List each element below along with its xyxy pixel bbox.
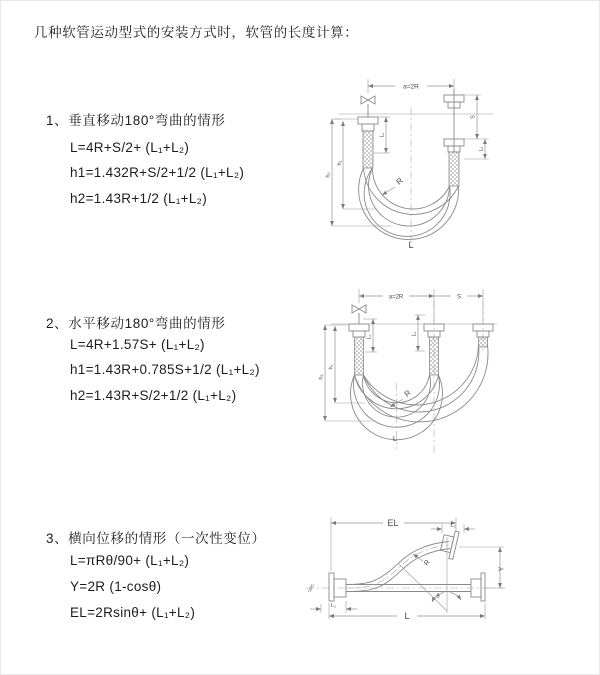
d2-left-fitting <box>349 324 369 375</box>
section-3-formula-L: L=πRθ/90+ (L₁+L₂) <box>70 553 190 568</box>
d3-dim-l <box>329 603 485 621</box>
d3-left-flange <box>329 573 346 601</box>
d3-label-l2: L₂ <box>450 523 456 529</box>
d2-label-h1: h₁ <box>328 364 335 370</box>
d3-label-theta: θ <box>436 594 440 600</box>
diagram-horizontal-180-bend <box>311 281 591 471</box>
d3-label-el: EL <box>387 518 399 528</box>
section-2-heading: 2、水平移动180°弯曲的情形 <box>46 316 226 331</box>
d3-dim-y <box>459 547 506 588</box>
d2-dim-l2 <box>412 315 426 351</box>
d3-label-y: Y <box>498 566 506 572</box>
d2-label-l2: L₂ <box>411 331 418 337</box>
d2-label-r: R <box>402 388 413 399</box>
d2-dim-s <box>434 289 483 322</box>
d2-dim-a2r <box>359 289 434 322</box>
section-3-formula-EL: EL=2Rsinθ+ (L₁+L₂) <box>70 605 196 620</box>
d2-label-s: S <box>456 294 462 301</box>
d1-dim-a2r <box>368 79 454 93</box>
d2-label-h2: h₂ <box>318 374 325 380</box>
section-3-formula-Y: Y=2R (1-cosθ) <box>70 579 162 594</box>
diagram-lateral-displacement <box>301 501 591 675</box>
d3-dim-el <box>331 517 456 571</box>
d3-label-l: L <box>404 611 410 621</box>
d1-label-s: S <box>470 115 477 119</box>
d3-displaced-flange <box>439 529 459 559</box>
d1-label-l2: L₂ <box>478 146 485 152</box>
d1-hose-arcs <box>359 168 459 240</box>
d2-hose-arcs <box>351 345 489 440</box>
d2-middle-fitting <box>424 301 444 453</box>
d1-right-fitting <box>444 89 464 186</box>
section-2-formula-h1: h1=1.43R+0.785S+1/2 (L₁+L₂) <box>70 362 260 377</box>
d3-label-l1: L₁ <box>331 603 336 609</box>
section-1-formula-h2: h2=1.43R+1/2 (L₁+L₂) <box>70 191 208 206</box>
d2-label-l: L <box>392 434 398 443</box>
d2-valve-icon <box>352 305 366 324</box>
d1-dim-s <box>464 95 489 139</box>
d1-label-a2r: a=2R <box>403 83 419 91</box>
diagram-vertical-180-bend <box>311 71 591 261</box>
d1-dim-l1 <box>374 117 390 153</box>
d3-label-r: R <box>423 558 432 568</box>
section-2-formula-L: L=4R+1.57S+ (L₁+L₂) <box>70 337 205 352</box>
d3-hose-curve <box>346 542 450 592</box>
d1-dim-l2 <box>464 139 489 159</box>
d2-label-a2r: a=2R <box>388 294 404 301</box>
d1-left-fitting <box>358 117 378 168</box>
section-3-heading: 3、横向位移的情形（一次性变位） <box>46 531 266 546</box>
d1-label-l: L <box>408 240 414 250</box>
section-1-heading: 1、垂直移动180°弯曲的情形 <box>46 113 226 128</box>
d3-dim-l1 <box>310 601 357 613</box>
d2-right-fitting <box>473 301 493 351</box>
section-1-formula-L: L=4R+S/2+ (L₁+L₂) <box>70 140 190 155</box>
section-1-formula-h1: h1=1.432R+S/2+1/2 (L₁+L₂) <box>70 165 245 180</box>
page-title: 几种软管运动型式的安装方式时，软管的长度计算： <box>34 25 359 40</box>
d3-angle-construction <box>399 537 461 613</box>
d2-label-l1: L₁ <box>366 334 373 340</box>
d1-radius-callout <box>382 176 405 195</box>
d1-label-l1: L₁ <box>379 132 386 138</box>
d1-label-r: R <box>394 175 405 187</box>
d3-right-flange <box>471 573 485 601</box>
d1-label-h1: h₁ <box>337 160 343 166</box>
section-2-formula-h2: h2=1.43R+S/2+1/2 (L₁+L₂) <box>70 388 237 403</box>
d1-label-h2: h₂ <box>325 172 332 178</box>
d3-dim-l2 <box>431 523 475 533</box>
